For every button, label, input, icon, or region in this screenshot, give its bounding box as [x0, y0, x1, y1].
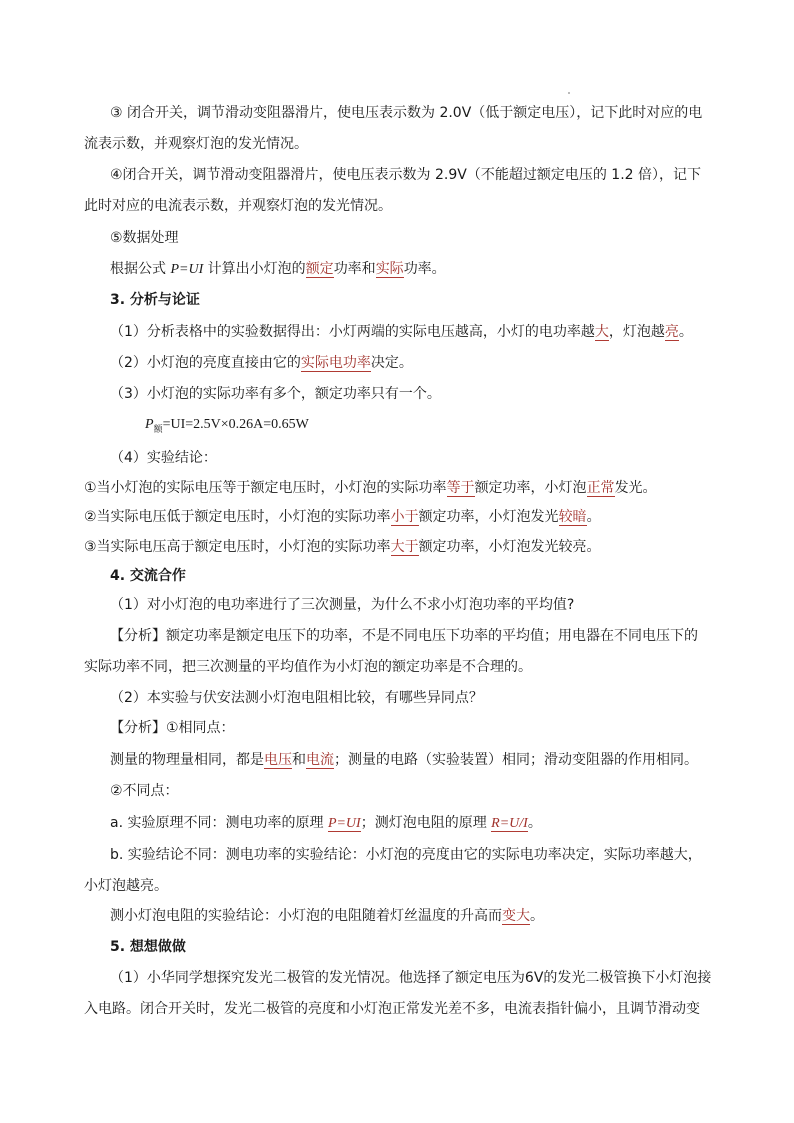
- underline-larger: 变大: [502, 908, 530, 924]
- s4-resistance: 测小灯泡电阻的实验结论：小灯泡的电阻随着灯丝温度的升高而变大。: [110, 908, 544, 924]
- s3-c2: ②当实际电压低于额定电压时，小灯泡的实际功率小于额定功率，小灯泡发光较暗。: [84, 509, 601, 525]
- underline-dim: 较暗: [558, 509, 587, 525]
- s4-a2-head: 【分析】①相同点：: [110, 720, 235, 736]
- section5-title: 5. 想想做做: [110, 939, 186, 955]
- step5-heading: ⑤数据处理: [110, 230, 179, 246]
- s4-same: 测量的物理量相同，都是电压和电流；测量的电路（实验装置）相同；滑动变阻器的作用相同。: [110, 752, 698, 768]
- s3-p1: （1）分析表格中的实验数据得出：小灯两端的实际电压越高，小灯的电功率越大，灯泡越亮。: [110, 324, 693, 340]
- underline-big: 大: [594, 324, 609, 340]
- s4-a1-line1: 【分析】额定功率是额定电压下的功率，不是不同电压下功率的平均值；用电器在不同电压下的: [110, 628, 698, 644]
- s4-diff-a: a. 实验原理不同：测电功率的原理 P=UI；测灯泡电阻的原理 R=U/I。: [110, 815, 542, 831]
- s4-diff-b-line1: b. 实验结论不同：测电功率的实验结论：小灯泡的亮度由它的实际电功率决定，实际功率越大，: [110, 847, 702, 863]
- step3-line1: ③ 闭合开关，调节滑动变阻器滑片，使电压表示数为 2.0V（低于额定电压），记下此时对应的电: [110, 105, 703, 121]
- s3-p3: （3）小灯泡的实际功率有多个，额定功率只有一个。: [110, 386, 441, 402]
- underline-equal: 等于: [446, 480, 475, 496]
- s3-c1: ①当小灯泡的实际电压等于额定电压时，小灯泡的实际功率等于额定功率，小灯泡正常发光。: [84, 480, 657, 496]
- underline-actual-power: 实际电功率: [300, 355, 371, 371]
- s3-calc: $P_额=UI=2.5V\times 0.26A=0.65W$: [145, 417, 309, 434]
- s5-p1-line1: （1）小华同学想探究发光二极管的发光情况。他选择了额定电压为6V的发光二极管换下小灯泡接: [110, 970, 712, 986]
- formula-eq: P=UI: [170, 262, 204, 277]
- formula-line: 根据公式 P=UI 计算出小灯泡的额定功率和实际功率。: [110, 261, 446, 277]
- step4-line2: 此时对应的电流表示数，并观察灯泡的发光情况。: [84, 198, 392, 214]
- underline-actual: 实际: [375, 261, 404, 277]
- underline-p-ui: P=UI: [327, 816, 361, 831]
- step4-line1: ④闭合开关，调节滑动变阻器滑片，使电压表示数为 2.9V（不能超过额定电压的 1.2 倍），记下: [110, 167, 702, 183]
- underline-greater: 大于: [390, 539, 419, 555]
- underline-rated: 额定: [305, 261, 334, 277]
- scan-dot: [568, 92, 570, 94]
- underline-normal: 正常: [586, 480, 615, 496]
- s4-q2: （2）本实验与伏安法测小灯泡电阻相比较，有哪些异同点？: [110, 690, 483, 706]
- s4-diff-head: ②不同点：: [110, 783, 179, 799]
- underline-current: 电流: [306, 752, 334, 768]
- s4-diff-b-line2: 小灯泡越亮。: [84, 878, 168, 894]
- s4-q1: （1）对小灯泡的电功率进行了三次测量，为什么不求小灯泡功率的平均值?: [110, 597, 575, 613]
- underline-bright: 亮: [664, 324, 679, 340]
- s5-p1-line2: 入电路。闭合开关时，发光二极管的亮度和小灯泡正常发光差不多，电流表指针偏小，且调节滑动变: [84, 1001, 700, 1017]
- section3-title: 3. 分析与论证: [110, 292, 200, 308]
- underline-less: 小于: [390, 509, 419, 525]
- s3-p4: （4）实验结论：: [110, 450, 217, 466]
- underline-r-ui: R=U/I: [491, 816, 528, 831]
- s3-c3: ③当实际电压高于额定电压时，小灯泡的实际功率大于额定功率，小灯泡发光较亮。: [84, 539, 601, 555]
- s4-a1-line2: 实际功率不同，把三次测量的平均值作为小灯泡的额定功率是不合理的。: [84, 659, 532, 675]
- s3-p2: （2）小灯泡的亮度直接由它的实际电功率决定。: [110, 355, 413, 371]
- step3-line2: 流表示数，并观察灯泡的发光情况。: [84, 136, 308, 152]
- section4-title: 4. 交流合作: [110, 568, 186, 584]
- underline-voltage: 电压: [264, 752, 292, 768]
